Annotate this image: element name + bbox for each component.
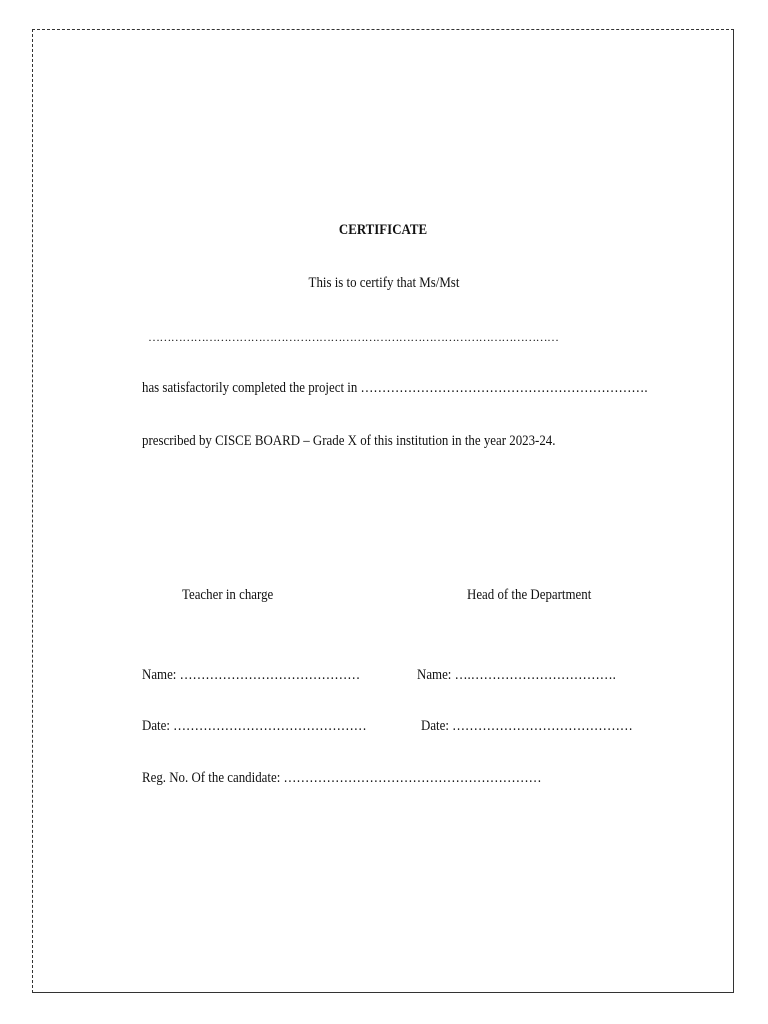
page-border (32, 29, 734, 993)
certify-line: This is to certify that Ms/Mst (308, 275, 460, 291)
head-name-field: Name: ….……………………………. (417, 667, 616, 683)
teacher-in-charge-label: Teacher in charge (182, 587, 274, 603)
completed-project-line: has satisfactorily completed the project in …………………………………………………………. (142, 380, 648, 396)
teacher-name-field: Name: …………………………………… (142, 667, 361, 683)
head-of-department-label: Head of the Department (467, 587, 592, 603)
teacher-date-field: Date: ……………………………………… (142, 718, 367, 734)
certificate-title: CERTIFICATE (338, 222, 428, 238)
prescribed-line: prescribed by CISCE BOARD – Grade X of this institution in the year 2023-24. (142, 433, 556, 449)
student-name-blank: ……………………………………………………………………………………………… (148, 330, 559, 344)
head-date-field: Date: …………………………………… (421, 718, 633, 734)
candidate-reg-number-field: Reg. No. Of the candidate: …………………………………………………… (142, 770, 542, 786)
